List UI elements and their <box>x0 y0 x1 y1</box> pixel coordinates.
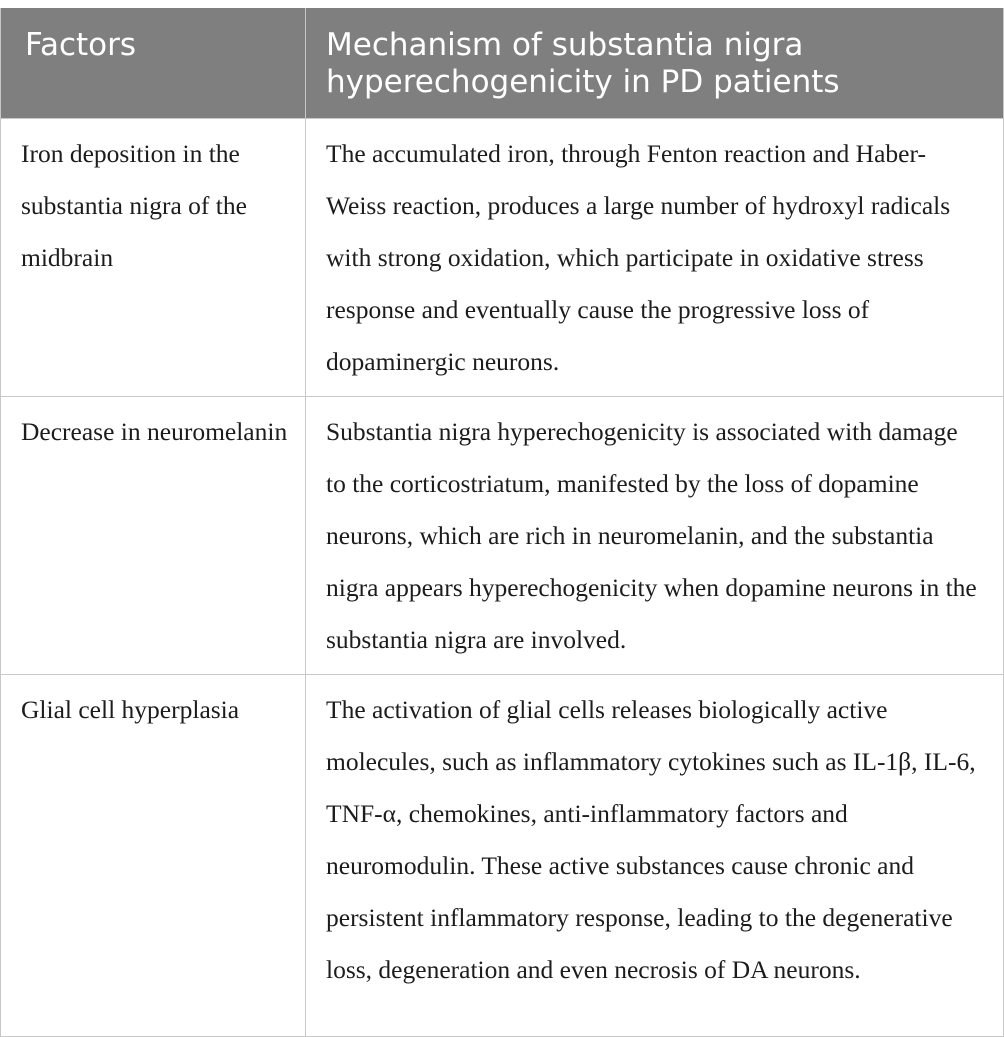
header-row <box>1 8 1004 119</box>
table-row <box>1 675 1004 1037</box>
header-mechanism: Mechanism of substantia nigra hyperechogenicity in PD patients <box>306 8 1004 119</box>
mechanism-cell: The activation of glial cells releases biologically active molecules, such as inflammatory cytokines such as IL-1β, IL-6, TNF-α, chemokines, anti-inflammatory factors and neuromodulin. These active substances cause chronic and persistent inflammatory response, leading to the degenerative loss, degeneration and even necrosis of DA neurons. <box>306 675 1004 1037</box>
table-header <box>1 8 1004 119</box>
factor-cell: Decrease in neuromelanin <box>1 397 306 675</box>
mechanism-cell: Substantia nigra hyperechogenicity is associated with damage to the corticostriatum, manifested by the loss of dopamine neurons, which are rich in neuromelanin, and the substantia nigra appears hyperechogenicity when dopamine neurons in the substantia nigra are involved. <box>306 397 1004 675</box>
table-row <box>1 119 1004 397</box>
header-factors: Factors <box>1 8 306 119</box>
factor-cell: Glial cell hyperplasia <box>1 675 306 1037</box>
factor-cell: Iron deposition in the substantia nigra of the midbrain <box>1 119 306 397</box>
mechanism-cell: The accumulated iron, through Fenton reaction and Haber-Weiss reaction, produces a large number of hydroxyl radicals with strong oxidation, which participate in oxidative stress response and eventually cause the progressive loss of dopaminergic neurons. <box>306 119 1004 397</box>
table-body <box>1 119 1004 1037</box>
table-row <box>1 397 1004 675</box>
factors-mechanism-table <box>0 8 1004 1037</box>
